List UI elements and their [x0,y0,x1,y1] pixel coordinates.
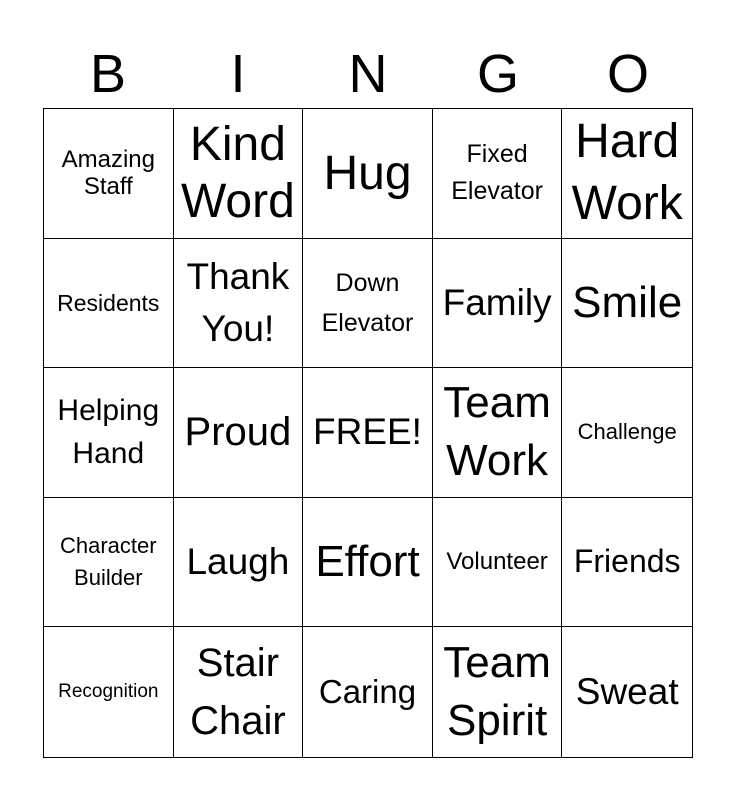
header-letter-o: O [606,44,649,104]
cell-text: Laugh [186,540,290,582]
cell-text: Challenge [577,419,677,445]
cell-text: Team Work [443,378,551,486]
cell-text: Hard Work [571,114,683,231]
cell-text: FREE! [313,411,422,453]
cell-text: Family [442,281,552,323]
bingo-board [43,108,693,758]
bingo-cell-r3-c1[interactable] [44,368,174,498]
bingo-cell-r5-c1[interactable] [44,627,174,757]
bingo-cell-r3-c3[interactable] [303,368,433,498]
cell-text: Caring [318,672,417,710]
cell-text: Residents [57,289,160,316]
bingo-cell-r5-c3[interactable] [303,627,433,757]
cell-text: Recognition [58,681,159,703]
cell-text: Proud [184,410,292,455]
cell-text: Fixed Elevator [451,139,543,206]
cell-text: Volunteer [446,548,548,576]
cell-text: Hug [323,146,412,200]
bingo-cell-r1-c5[interactable] [562,109,692,239]
cell-text: Friends [573,543,681,580]
bingo-cell-r1-c3[interactable] [303,109,433,239]
bingo-cell-r2-c1[interactable] [44,239,174,369]
header-letter-i: I [230,44,246,104]
bingo-cell-r2-c3[interactable] [303,239,433,369]
bingo-cell-r4-c1[interactable] [44,498,174,628]
bingo-cell-r3-c5[interactable] [562,368,692,498]
cell-text: Amazing Staff [61,145,155,201]
bingo-cell-r2-c5[interactable] [562,239,692,369]
bingo-cell-r2-c2[interactable] [174,239,304,369]
bingo-cell-r5-c4[interactable] [433,627,563,757]
header-letter-b: B [89,44,127,104]
bingo-cell-r2-c4[interactable] [433,239,563,369]
bingo-cell-r1-c2[interactable] [174,109,304,239]
bingo-cell-r4-c5[interactable] [562,498,692,628]
bingo-cell-r4-c3[interactable] [303,498,433,628]
cell-text: Smile [572,277,683,327]
bingo-cell-r4-c2[interactable] [174,498,304,628]
bingo-cell-r3-c4[interactable] [433,368,563,498]
bingo-cell-r5-c5[interactable] [562,627,692,757]
cell-text: Effort [315,537,420,587]
bingo-cell-r1-c4[interactable] [433,109,563,239]
bingo-header [43,40,693,108]
bingo-cell-r1-c1[interactable] [44,109,174,239]
bingo-cell-r5-c2[interactable] [174,627,304,757]
bingo-cell-r4-c4[interactable] [433,498,563,628]
header-letter-n: N [348,44,388,104]
cell-text: Helping Hand [57,393,160,471]
cell-text: Thank You! [186,256,290,349]
cell-text: Character Builder [60,533,157,591]
bingo-cell-r3-c2[interactable] [174,368,304,498]
cell-text: Down Elevator [321,268,414,337]
cell-text: Stair Chair [190,641,286,744]
header-letter-g: G [476,44,519,104]
cell-text: Sweat [575,670,679,712]
cell-text: Team Spirit [443,638,551,746]
cell-text: Kind Word [180,117,295,229]
